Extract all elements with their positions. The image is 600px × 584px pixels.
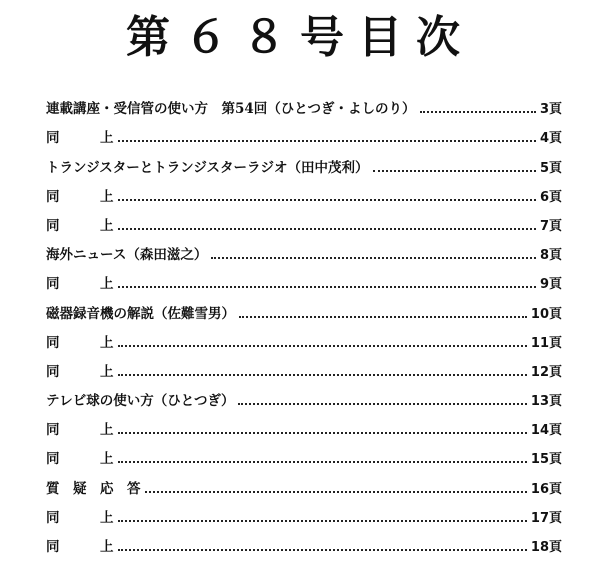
dot-leader [118,373,527,376]
toc-page-number: 14頁 [530,423,562,439]
ditto-mark: 同 [46,509,60,526]
toc-page-number: 13頁 [530,394,562,410]
ditto-mark: 同 [46,217,60,234]
toc-row[interactable] [46,409,562,438]
ditto-mark: 上 [100,509,114,526]
toc-entry-title [46,214,114,234]
dot-leader [373,169,536,172]
dot-leader [239,315,527,318]
toc-entry-title [46,418,114,438]
toc-row[interactable] [46,234,562,263]
toc-page-number: 17頁 [530,510,562,526]
table-of-contents [46,88,562,555]
toc-row[interactable] [46,322,562,351]
dot-leader [118,548,527,551]
dot-leader [118,139,536,142]
toc-entry-title [46,506,114,526]
toc-page-number: 15頁 [530,452,562,468]
ditto-mark: 同 [46,363,60,380]
ditto-mark: 同 [46,130,60,147]
toc-row[interactable] [46,292,562,321]
toc-entry-title [46,535,114,555]
toc-entry-title: 海外ニュース（森田滋之） [46,247,208,264]
toc-row[interactable] [46,205,562,234]
toc-entry-title [46,331,114,351]
toc-row[interactable] [46,88,562,117]
ditto-mark: 上 [100,539,114,555]
ditto-mark: 同 [46,188,60,205]
toc-page-number: 4頁 [539,131,562,147]
page-title: 第６８号目次 [126,12,474,63]
toc-page-number: 7頁 [539,218,562,234]
dot-leader [118,519,527,522]
toc-row[interactable] [46,380,562,409]
toc-row[interactable] [46,146,562,175]
toc-row[interactable] [46,263,562,292]
toc-row[interactable] [46,351,562,380]
toc-entry-title [46,272,114,292]
dot-leader [118,198,536,201]
toc-page-number: 16頁 [530,481,562,497]
toc-entry-title: 質 疑 応 答 [46,480,141,497]
dot-leader [238,402,526,405]
ditto-mark: 上 [100,363,114,380]
toc-row[interactable] [46,526,562,555]
ditto-mark: 同 [46,276,60,293]
dot-leader [211,256,536,259]
toc-entry-title [46,360,114,380]
toc-page-number: 3頁 [539,102,562,118]
ditto-mark: 上 [100,217,114,234]
ditto-mark: 上 [100,188,114,205]
toc-entry-title [46,126,114,146]
toc-entry-title [46,447,114,467]
toc-page-number: 9頁 [539,277,562,293]
ditto-mark: 上 [100,276,114,293]
toc-page-number: 11頁 [530,335,562,351]
dot-leader [118,431,527,434]
toc-entry-title: 磁器録音機の解説（佐難雪男） [46,305,235,322]
ditto-mark: 上 [100,130,114,147]
ditto-mark: 上 [100,334,114,351]
dot-leader [145,490,527,493]
toc-page-number: 18頁 [530,540,562,555]
ditto-mark: 同 [46,422,60,439]
toc-row[interactable] [46,467,562,496]
toc-row[interactable] [46,438,562,467]
toc-row[interactable] [46,117,562,146]
toc-page-number: 8頁 [539,248,562,264]
toc-entry-title: 連載講座・受信管の使い方 第54回（ひとつぎ・よしのり） [46,101,416,118]
dot-leader [118,460,527,463]
toc-page-number: 6頁 [539,189,562,205]
toc-entry-title: テレビ球の使い方（ひとつぎ） [46,393,235,410]
toc-row[interactable] [46,176,562,205]
toc-page-number: 10頁 [530,306,562,322]
dot-leader [118,344,527,347]
dot-leader [420,110,536,113]
ditto-mark: 同 [46,539,60,555]
ditto-mark: 上 [100,422,114,439]
toc-entry-title [46,185,114,205]
ditto-mark: 上 [100,451,114,468]
toc-row[interactable] [46,497,562,526]
ditto-mark: 同 [46,334,60,351]
dot-leader [118,285,536,288]
toc-page-number: 12頁 [530,364,562,380]
toc-entry-title: トランジスターとトランジスターラジオ（田中茂利） [46,159,369,176]
toc-page-number: 5頁 [539,160,562,176]
dot-leader [118,227,536,230]
ditto-mark: 同 [46,451,60,468]
